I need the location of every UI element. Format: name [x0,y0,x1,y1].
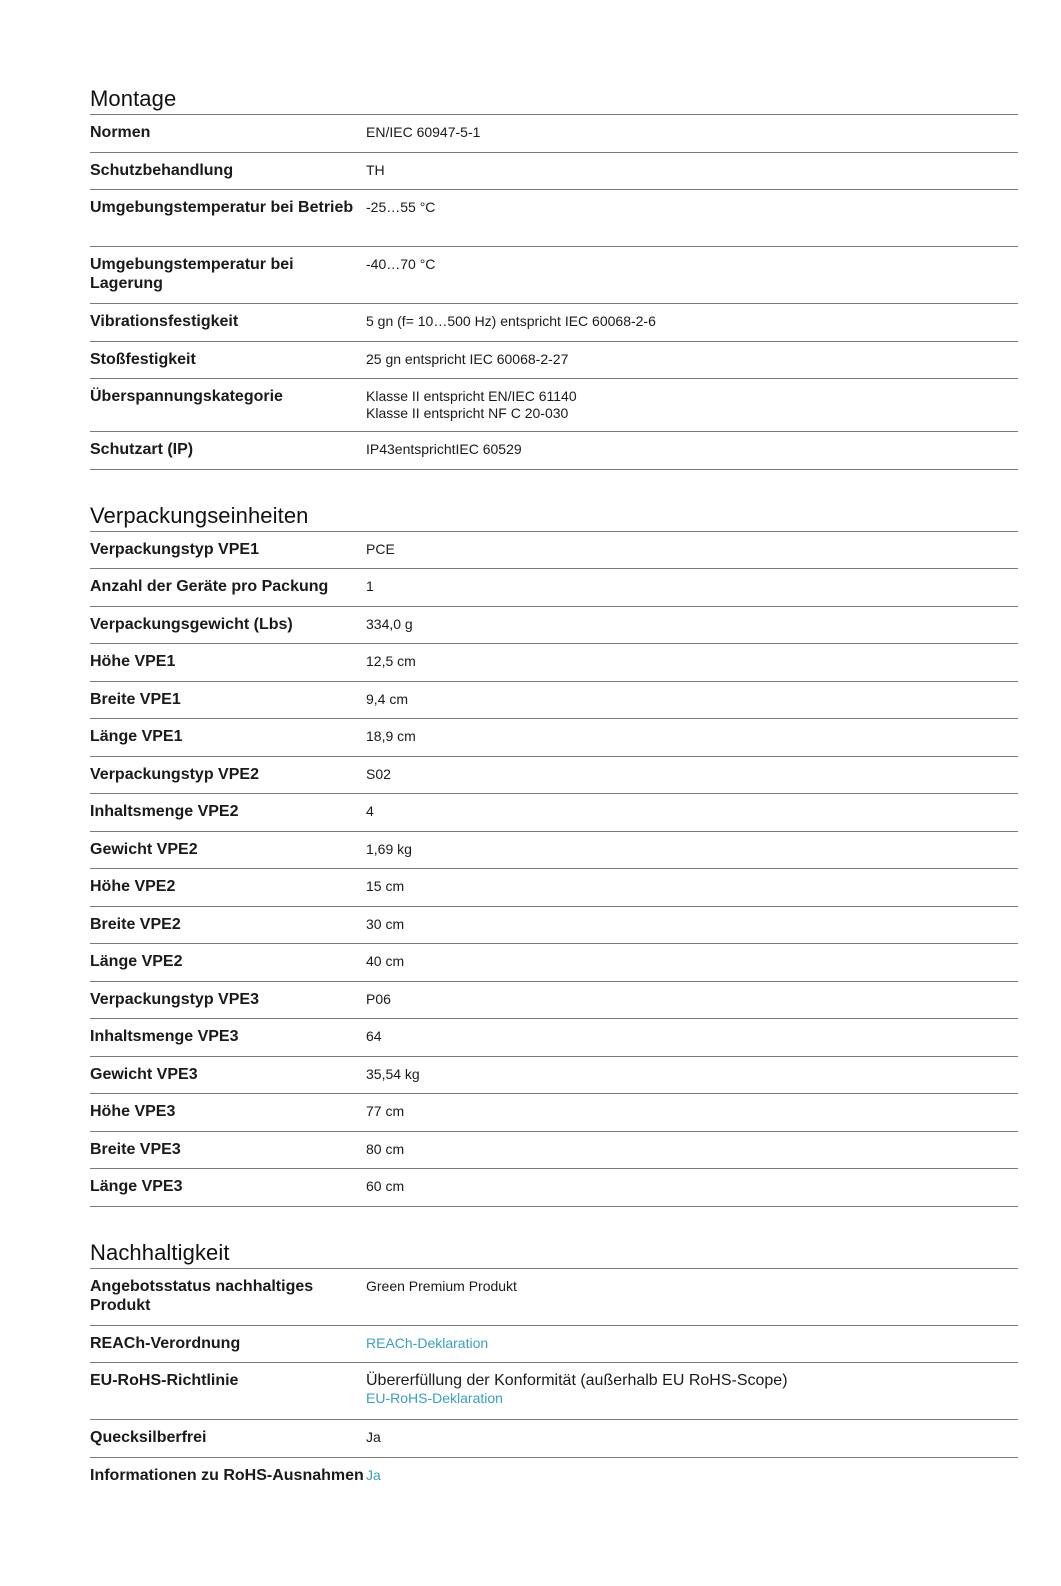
row-value [366,1363,1018,1419]
row-value: -25…55 °C [366,199,436,215]
reach-declaration-link[interactable]: REACh-Deklaration [366,1334,489,1351]
row-label: Stoßfestigkeit [90,350,196,368]
table-row [90,982,1018,1020]
row-value: Ja [366,1429,381,1445]
row-label: Länge VPE2 [90,953,183,970]
table-row [90,644,1018,682]
row-label: Länge VPE1 [90,728,183,745]
table-row [90,1132,1018,1170]
row-value: 334,0 g [366,615,413,632]
table-row [90,1363,1018,1420]
row-value [366,379,1018,431]
table-row [90,1057,1018,1095]
row-label: Gewicht VPE3 [90,1065,198,1083]
section-title: Montage [90,86,1018,115]
datasheet-page [0,86,1061,1515]
table-row [90,569,1018,607]
row-label: Umgebungstemperatur bei Lagerung [90,256,294,292]
row-label: Verpackungstyp VPE1 [90,540,259,558]
row-value: Green Premium Produkt [366,1277,517,1294]
eu-rohs-declaration-link[interactable]: EU-RoHS-Deklaration [366,1390,503,1406]
table-row [90,794,1018,832]
row-label: Überspannungskategorie [90,388,283,405]
table-row [90,190,1018,247]
row-value: 9,4 cm [366,690,409,707]
table-row [90,153,1018,191]
table-row [90,432,1018,470]
table-row [90,907,1018,945]
row-value: 4 [366,803,374,819]
row-value: EN/IEC 60947-5-1 [366,124,481,140]
row-label: Verpackungstyp VPE2 [90,765,259,783]
row-value: S02 [366,765,391,782]
table-row [90,832,1018,870]
section-nachhaltigkeit [90,1240,1018,1515]
row-value: 35,54 kg [366,1065,420,1082]
row-label: Höhe VPE3 [90,1103,176,1120]
table-row [90,869,1018,907]
row-label: Inhaltsmenge VPE3 [90,1028,239,1045]
section-verpackungseinheiten [90,503,1018,1207]
table-row [90,304,1018,342]
row-label: Angebotsstatus nachhaltiges Produkt [90,1277,314,1314]
table-row [90,1169,1018,1207]
table-row [90,1458,1018,1515]
table-row [90,247,1018,304]
table-row [90,532,1018,570]
row-value: 64 [366,1028,382,1044]
row-value: 15 cm [366,878,405,894]
section-montage [90,86,1018,470]
table-row [90,1094,1018,1132]
row-value: 1 [366,578,374,594]
row-value-line: Klasse II entspricht EN/IEC 61140 [366,388,577,404]
row-value: -40…70 °C [366,256,436,272]
row-label: Quecksilberfrei [90,1429,207,1446]
row-label: Verpackungstyp VPE3 [90,990,259,1008]
row-value: 60 cm [366,1178,405,1194]
row-value: 30 cm [366,915,405,932]
row-value [366,1326,1018,1363]
row-label: Gewicht VPE2 [90,840,198,858]
row-value: 80 cm [366,1140,405,1157]
row-value: 25 gn entspricht IEC 60068-2-27 [366,350,569,367]
row-label: Breite VPE2 [90,915,181,933]
row-value: PCE [366,540,395,557]
table-row [90,719,1018,757]
table-row [90,1326,1018,1364]
row-label: REACh-Verordnung [90,1334,241,1352]
row-value: 12,5 cm [366,653,416,669]
rohs-exemptions-link[interactable]: Ja [366,1466,381,1483]
table-row [90,944,1018,982]
verpackung-table [90,532,1018,1207]
row-value: 77 cm [366,1103,405,1119]
row-value: P06 [366,990,391,1007]
table-row [90,1019,1018,1057]
row-value: IP43entsprichtIEC 60529 [366,441,522,457]
rohs-conformity-text: Übererfüllung der Konformität (außerhalb EU RoHS-Scope) [366,1372,788,1389]
section-title: Verpackungseinheiten [90,503,1018,532]
row-label: Vibrationsfestigkeit [90,313,239,330]
row-value-line: Klasse II entspricht NF C 20-030 [366,405,569,421]
table-row [90,1269,1018,1326]
table-row [90,607,1018,645]
row-label: Normen [90,124,151,141]
row-value: 1,69 kg [366,840,412,857]
row-value: 18,9 cm [366,728,416,744]
table-row [90,682,1018,720]
row-label: Schutzbehandlung [90,161,234,179]
row-label: Breite VPE3 [90,1140,181,1158]
row-label: Schutzart (IP) [90,441,194,458]
row-label: EU-RoHS-Richtlinie [90,1372,239,1389]
row-label: Höhe VPE2 [90,878,176,895]
row-value [366,1458,1018,1515]
table-row [90,342,1018,380]
row-value: TH [366,161,385,178]
row-label: Anzahl der Geräte pro Packung [90,578,329,595]
row-label: Inhaltsmenge VPE2 [90,803,239,820]
table-row [90,757,1018,795]
row-label: Länge VPE3 [90,1178,183,1195]
row-label: Verpackungsgewicht (Lbs) [90,615,293,633]
section-title: Nachhaltigkeit [90,1240,1018,1269]
row-label: Umgebungstemperatur bei Betrieb [90,199,354,216]
row-label: Breite VPE1 [90,690,181,708]
row-value: 5 gn (f= 10…500 Hz) entspricht IEC 60068-2-6 [366,313,656,329]
table-row [90,115,1018,153]
table-row [90,1420,1018,1458]
row-label: Informationen zu RoHS-Ausnahmen [90,1466,364,1484]
row-value: 40 cm [366,953,405,969]
table-row [90,379,1018,432]
row-label: Höhe VPE1 [90,653,176,670]
